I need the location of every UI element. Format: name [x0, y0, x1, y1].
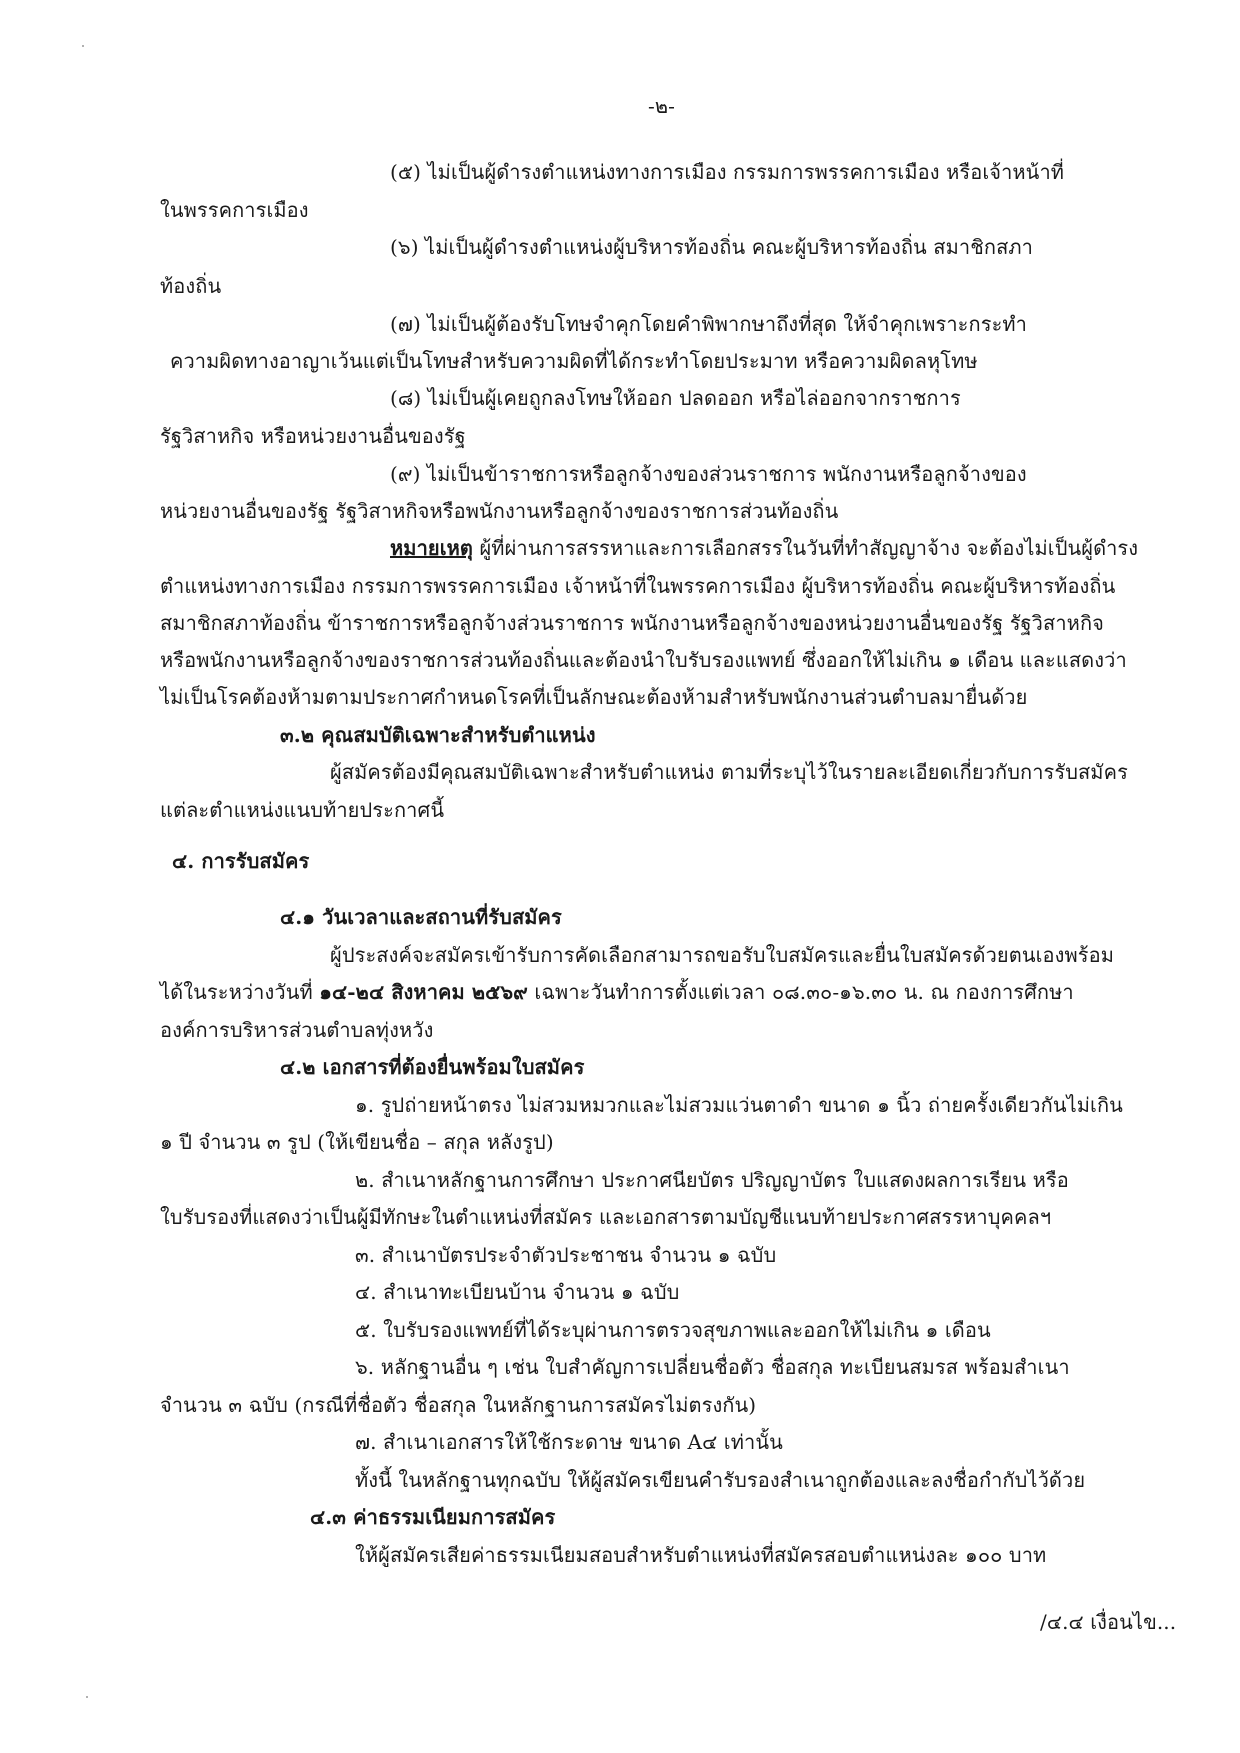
page-number: -๒-: [648, 94, 675, 118]
remark-line-2: ตำแหน่งทางการเมือง กรรมการพรรคการเมือง เจ้าหน้าที่ในพรรคการเมือง ผู้บริหารท้องถิ่น คณะผู้บริหารท้องถิ่น: [160, 574, 1116, 598]
doc-2-line-1: ๒. สำเนาหลักฐานการศึกษา ประกาศนียบัตร ปริญญาบัตร ใบแสดงผลการเรียน หรือ: [355, 1168, 1069, 1192]
item-8-line-2: รัฐวิสาหกิจ หรือหน่วยงานอื่นของรัฐ: [160, 424, 466, 448]
item-5-line-1: (๕) ไม่เป็นผู้ดำรงตำแหน่งทางการเมือง กรรมการพรรคการเมือง หรือเจ้าหน้าที่: [390, 160, 1065, 184]
doc-1-line-2: ๑ ปี จำนวน ๓ รูป (ให้เขียนชื่อ – สกุล หลังรูป): [160, 1130, 554, 1154]
remark-line-1: [390, 534, 1138, 562]
section-3-2-line-1: ผู้สมัครต้องมีคุณสมบัติเฉพาะสำหรับตำแหน่ง ตามที่ระบุไว้ในรายละเอียดเกี่ยวกับการรับสมัคร: [330, 760, 1128, 784]
item-9-line-1: (๙) ไม่เป็นข้าราชการหรือลูกจ้างของส่วนราชการ พนักงานหรือลูกจ้างของ: [390, 462, 1027, 486]
period-prefix: ได้ในระหว่างวันที่: [160, 980, 320, 1004]
doc-4: ๔. สำเนาทะเบียนบ้าน จำนวน ๑ ฉบับ: [355, 1280, 680, 1304]
remark-line-5: ไม่เป็นโรคต้องห้ามตามประกาศกำหนดโรคที่เป็นลักษณะต้องห้ามสำหรับพนักงานส่วนตำบลมายื่นด้วย: [160, 685, 1028, 709]
section-4-3-heading: ๔.๓ ค่าธรรมเนียมการสมัคร: [310, 1505, 556, 1529]
item-7-line-1: (๗) ไม่เป็นผู้ต้องรับโทษจำคุกโดยคำพิพากษาถึงที่สุด ให้จำคุกเพราะกระทำ: [390, 312, 1027, 336]
section-3-2-heading: ๓.๒ คุณสมบัติเฉพาะสำหรับตำแหน่ง: [280, 723, 596, 747]
section-4-3-line-1: ให้ผู้สมัครเสียค่าธรรมเนียมสอบสำหรับตำแหน่งที่สมัครสอบตำแหน่งละ ๑๐๐ บาท: [355, 1543, 1047, 1567]
section-4-1-line-1: ผู้ประสงค์จะสมัครเข้ารับการคัดเลือกสามารถขอรับใบสมัครและยื่นใบสมัครด้วยตนเองพร้อม: [330, 943, 1115, 967]
doc-2-line-2: ใบรับรองที่แสดงว่าเป็นผู้มีทักษะในตำแหน่งที่สมัคร และเอกสารตามบัญชีแนบท้ายประกาศสรรหาบุคคลฯ: [160, 1205, 1052, 1229]
remark-line-3: สมาชิกสภาท้องถิ่น ข้าราชการหรือลูกจ้างส่วนราชการ พนักงานหรือลูกจ้างของหน่วยงานอื่นของรัฐ รัฐวิสาหกิจ: [160, 611, 1104, 635]
section-4-1-line-3: องค์การบริหารส่วนตำบลทุ่งหวัง: [160, 1018, 434, 1042]
doc-3: ๓. สำเนาบัตรประจำตัวประชาชน จำนวน ๑ ฉบับ: [355, 1243, 777, 1267]
doc-6-line-2: จำนวน ๓ ฉบับ (กรณีที่ชื่อตัว ชื่อสกุล ในหลักฐานการสมัครไม่ตรงกัน): [160, 1393, 757, 1417]
item-5-line-2: ในพรรคการเมือง: [160, 198, 309, 222]
documents-note: ทั้งนี้ ในหลักฐานทุกฉบับ ให้ผู้สมัครเขียนคำรับรองสำเนาถูกต้องและลงชื่อกำกับไว้ด้วย: [355, 1468, 1086, 1492]
scan-speck: [86, 1696, 88, 1698]
application-period: ๑๔-๒๔ สิงหาคม ๒๕๖๙: [319, 980, 528, 1004]
section-3-2-line-2: แต่ละตำแหน่งแนบท้ายประกาศนี้: [160, 798, 445, 822]
doc-7: ๗. สำเนาเอกสารให้ใช้กระดาษ ขนาด A๔ เท่านั้น: [355, 1430, 783, 1454]
section-4-2-heading: ๔.๒ เอกสารที่ต้องยื่นพร้อมใบสมัคร: [280, 1055, 585, 1079]
period-suffix: เฉพาะวันทำการตั้งแต่เวลา ๐๘.๓๐-๑๖.๓๐ น. ณ กองการศึกษา: [527, 980, 1074, 1004]
section-4-1-heading: ๔.๑ วันเวลาและสถานที่รับสมัคร: [280, 905, 562, 929]
scan-speck: [82, 45, 84, 47]
remark-label: หมายเหตุ: [390, 536, 474, 560]
remark-line-4: หรือพนักงานหรือลูกจ้างของราชการส่วนท้องถิ่นและต้องนำใบรับรองแพทย์ ซึ่งออกให้ไม่เกิน ๑ เดือน และแสดงว่า: [160, 648, 1127, 672]
doc-1-line-1: ๑. รูปถ่ายหน้าตรง ไม่สวมหมวกและไม่สวมแว่นตาดำ ขนาด ๑ นิ้ว ถ่ายครั้งเดียวกันไม่เกิน: [355, 1093, 1123, 1117]
item-8-line-1: (๘) ไม่เป็นผู้เคยถูกลงโทษให้ออก ปลดออก หรือไล่ออกจากราชการ: [390, 386, 961, 410]
continuation-marker: /๔.๔ เงื่อนไข...: [1040, 1610, 1177, 1634]
remark-text: ผู้ที่ผ่านการสรรหาและการเลือกสรรในวันที่ทำสัญญาจ้าง จะต้องไม่เป็นผู้ดำรง: [473, 536, 1139, 560]
item-6-line-2: ท้องถิ่น: [160, 274, 222, 298]
item-7-line-2: ความผิดทางอาญาเว้นแต่เป็นโทษสำหรับความผิดที่ได้กระทำโดยประมาท หรือความผิดลหุโทษ: [170, 349, 978, 373]
doc-6-line-1: ๖. หลักฐานอื่น ๆ เช่น ใบสำคัญการเปลี่ยนชื่อตัว ชื่อสกุล ทะเบียนสมรส พร้อมสำเนา: [355, 1355, 1070, 1379]
section-4-1-line-2: [160, 978, 1074, 1006]
doc-5: ๕. ใบรับรองแพทย์ที่ได้ระบุผ่านการตรวจสุขภาพและออกให้ไม่เกิน ๑ เดือน: [355, 1318, 991, 1342]
section-4-heading: ๔. การรับสมัคร: [172, 849, 310, 873]
item-6-line-1: (๖) ไม่เป็นผู้ดำรงตำแหน่งผู้บริหารท้องถิ่น คณะผู้บริหารท้องถิ่น สมาชิกสภา: [390, 235, 1034, 259]
item-9-line-2: หน่วยงานอื่นของรัฐ รัฐวิสาหกิจหรือพนักงานหรือลูกจ้างของราชการส่วนท้องถิ่น: [160, 499, 839, 523]
